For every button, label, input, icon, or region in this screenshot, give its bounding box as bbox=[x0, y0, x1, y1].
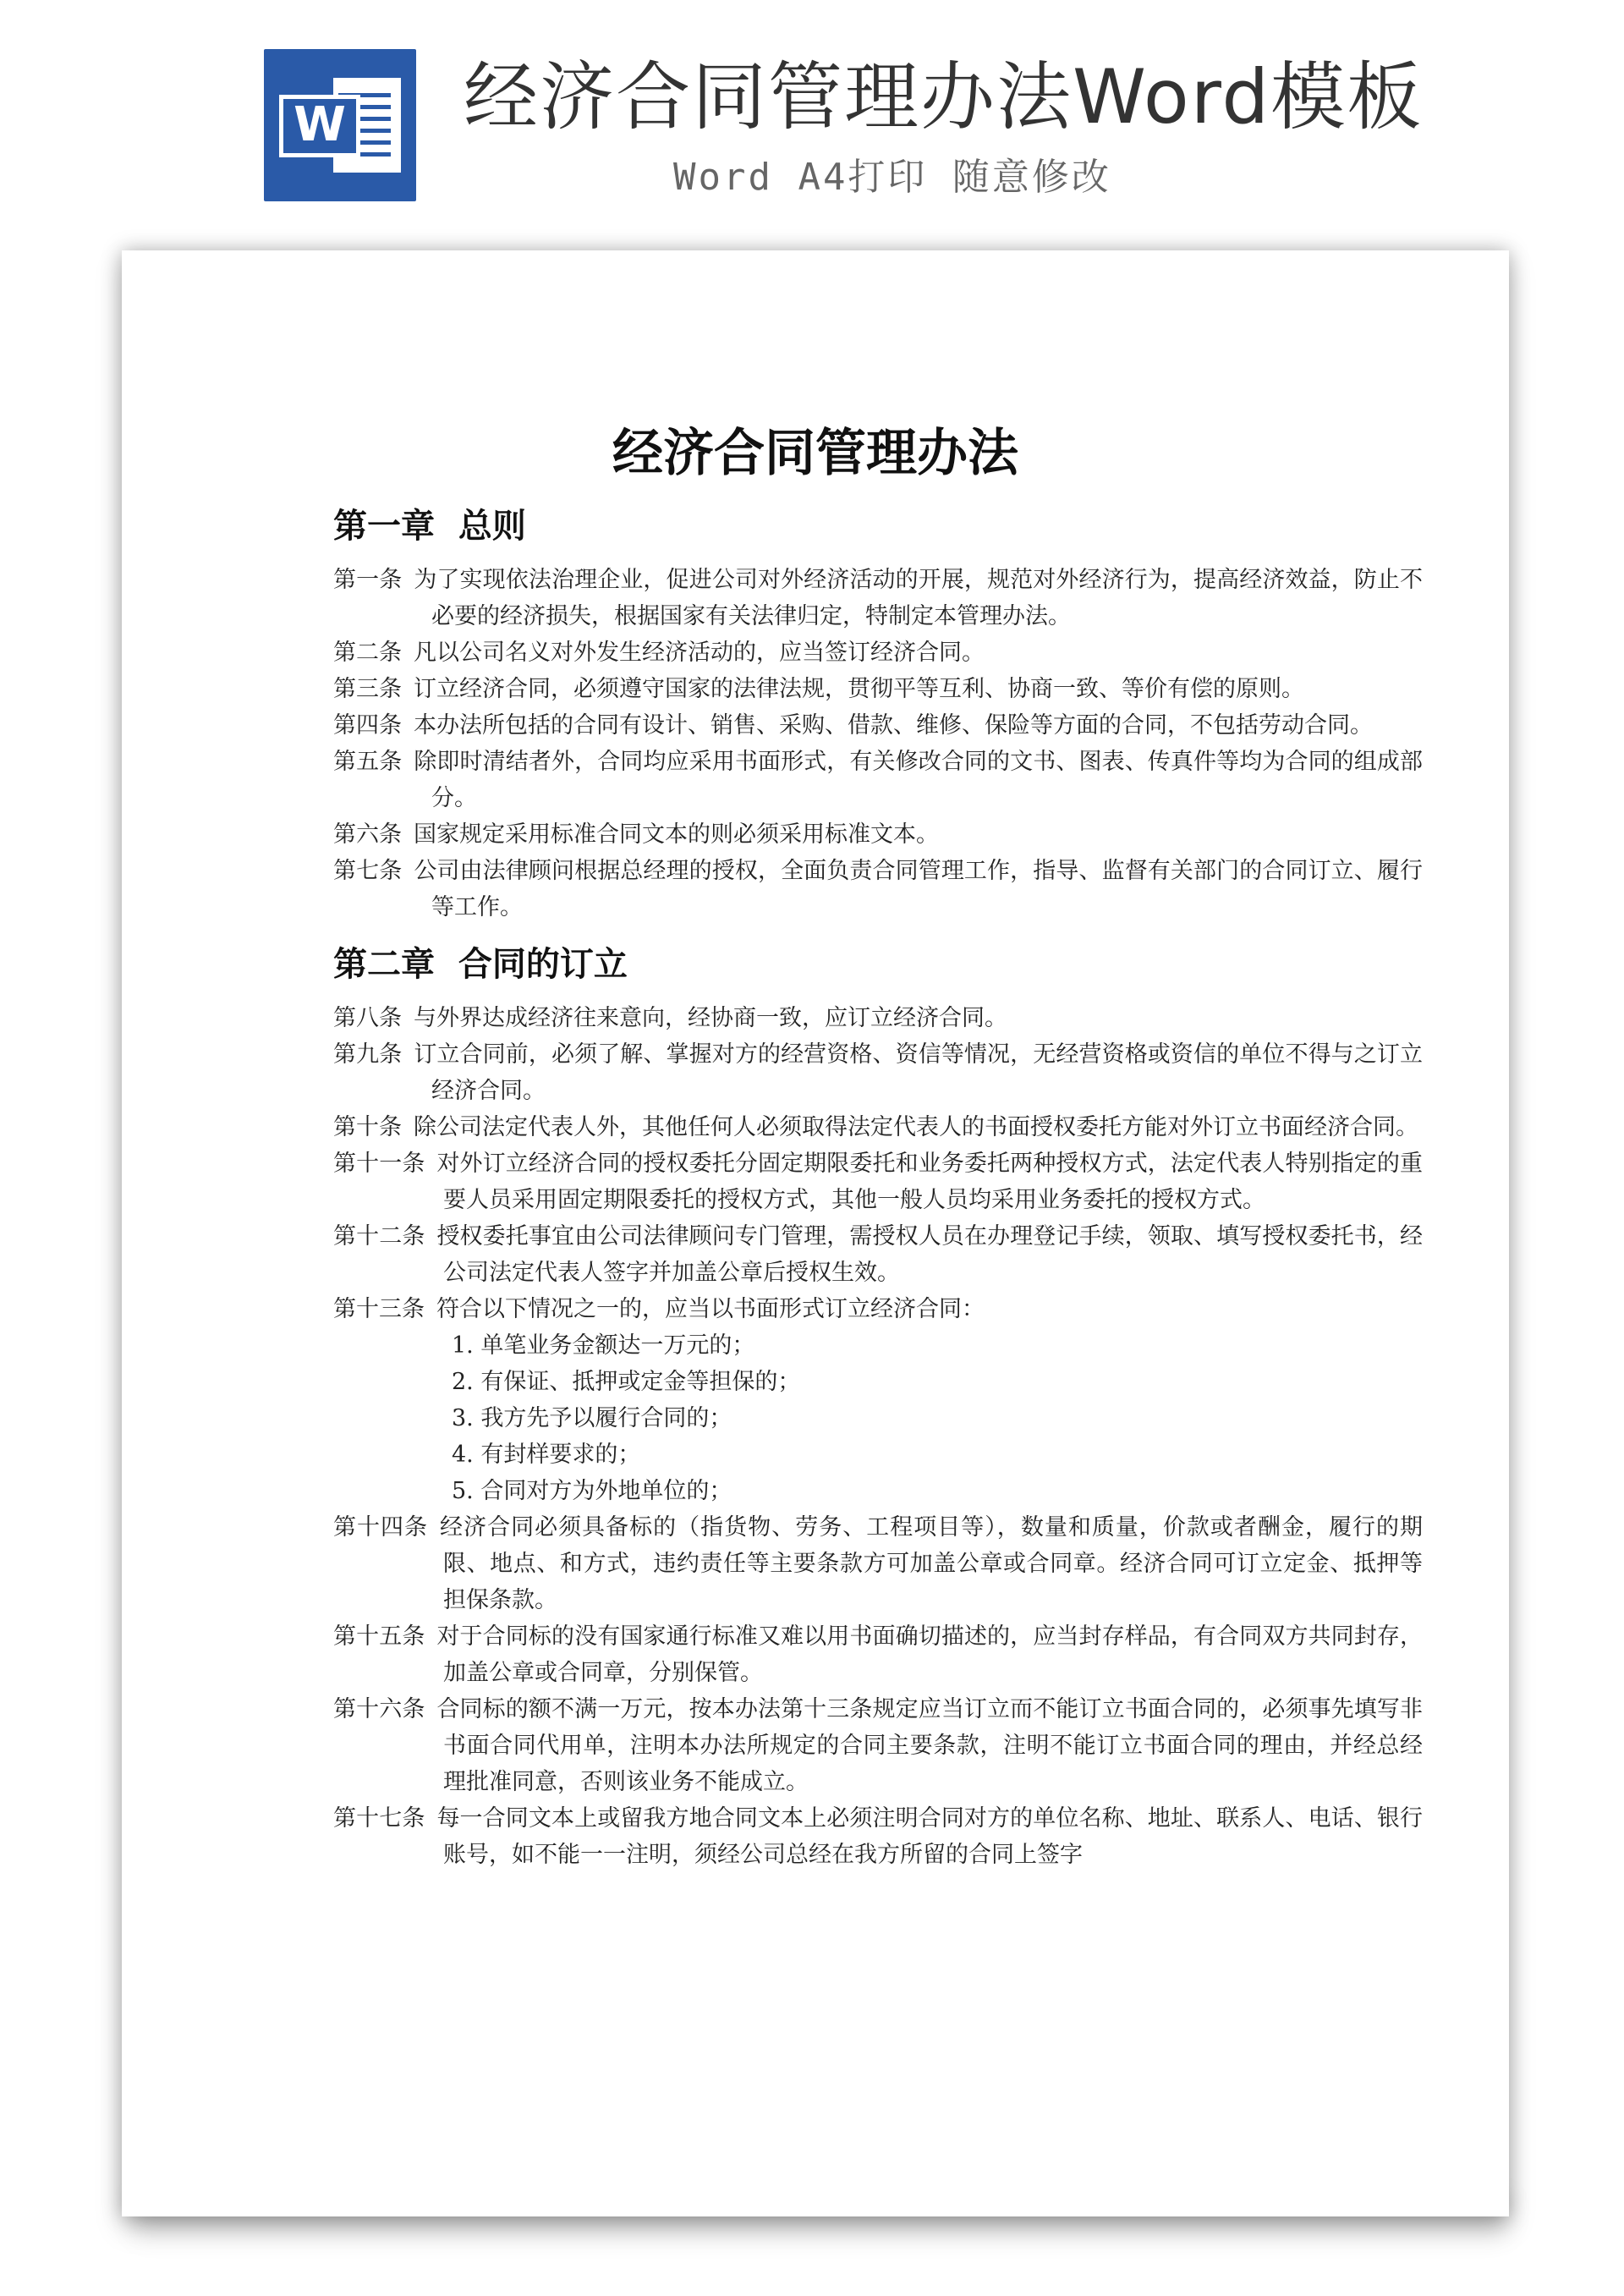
article-text: 订立经济合同，必须遵守国家的法律法规，贯彻平等互利、协商一致、等价有偿的原则。 bbox=[414, 676, 1304, 702]
article-number: 第十条 bbox=[333, 1114, 402, 1140]
document-body bbox=[333, 496, 1423, 1873]
article-text: 对外订立经济合同的授权委托分固定期限委托和业务委托两种授权方式，法定代表人特别指定的重要人员采用固定期限委托的授权方式，其他一般人员均采用业务委托的授权方式。 bbox=[436, 1151, 1424, 1213]
article-number: 第十三条 bbox=[333, 1296, 425, 1322]
article-text: 凡以公司名义对外发生经济活动的，应当签订经济合同。 bbox=[414, 640, 985, 666]
article-text: 授权委托事宜由公司法律顾问专门管理，需授权人员在办理登记手续，领取、填写授权委托书，经公司法定代表人签字并加盖公章后授权生效。 bbox=[436, 1223, 1424, 1286]
article-paragraph bbox=[333, 1109, 1423, 1145]
article-number: 第五条 bbox=[333, 749, 403, 775]
article-paragraph bbox=[333, 1691, 1423, 1800]
article-number: 第十七条 bbox=[333, 1805, 425, 1832]
article-text: 合同标的额不满一万元，按本办法第十三条规定应当订立而不能订立书面合同的，必须事先填写非书面合同代用单，注明本办法所规定的合同主要条款，注明不能订立书面合同的理由，并经总经理批准同意，否则该业务不能成立。 bbox=[436, 1696, 1424, 1795]
banner-subtitle: Word A4打印 随意修改 bbox=[673, 156, 1111, 199]
banner-title: 经济合同管理办法Word模板 bbox=[464, 53, 1424, 140]
list-item: 1. 单笔业务金额达一万元的； bbox=[452, 1332, 755, 1359]
chapter-heading: 第二章 合同的订立 bbox=[333, 945, 628, 984]
article-text: 除公司法定代表人外，其他任何人必须取得法定代表人的书面授权委托方能对外订立书面经济合同。 bbox=[414, 1114, 1418, 1140]
article-paragraph bbox=[333, 1509, 1423, 1618]
article-number: 第七条 bbox=[333, 858, 403, 884]
article-paragraph bbox=[333, 816, 1423, 853]
template-banner bbox=[0, 0, 1624, 220]
article-text: 为了实现依法治理企业，促进公司对外经济活动的开展，规范对外经济行为，提高经济效益，防止不必要的经济损失，根据国家有关法律归定，特制定本管理办法。 bbox=[414, 567, 1423, 629]
article-paragraph bbox=[333, 1800, 1423, 1873]
article-text: 除即时清结者外，合同均应采用书面形式，有关修改合同的文书、图表、传真件等均为合同的组成部分。 bbox=[414, 749, 1423, 811]
article-paragraph bbox=[333, 707, 1423, 744]
list-item: 5. 合同对方为外地单位的； bbox=[452, 1478, 732, 1504]
article-text: 对于合同标的没有国家通行标准又难以用书面确切描述的，应当封存样品，有合同双方共同封存，加盖公章或合同章，分别保管。 bbox=[436, 1623, 1424, 1686]
article-number: 第六条 bbox=[333, 821, 402, 848]
article-text: 与外界达成经济往来意向，经协商一致，应订立经济合同。 bbox=[414, 1005, 1007, 1031]
article-paragraph bbox=[333, 671, 1423, 707]
article-number: 第四条 bbox=[333, 712, 402, 739]
article-number: 第二条 bbox=[333, 640, 402, 666]
article-number: 第十五条 bbox=[333, 1623, 425, 1650]
article-number: 第十二条 bbox=[333, 1223, 425, 1250]
article-number: 第三条 bbox=[333, 676, 402, 702]
article-text: 订立合同前，必须了解、掌握对方的经营资格、资信等情况，无经营资格或资信的单位不得与之订立经济合同。 bbox=[414, 1041, 1423, 1104]
article-text: 经济合同必须具备标的（指货物、劳务、工程项目等），数量和质量，价款或者酬金，履行的期限、地点、和方式，违约责任等主要条款方可加盖公章或合同章。经济合同可订立定金、抵押等担保条款。 bbox=[440, 1514, 1424, 1613]
article-paragraph bbox=[333, 1291, 1423, 1327]
document-page bbox=[122, 250, 1509, 2216]
article-number: 第十一条 bbox=[333, 1151, 425, 1177]
article-paragraph bbox=[333, 1145, 1423, 1218]
chapter-heading: 第一章 总则 bbox=[333, 507, 526, 546]
article-text: 符合以下情况之一的，应当以书面形式订立经济合同： bbox=[436, 1296, 985, 1322]
article-number: 第十六条 bbox=[333, 1696, 425, 1722]
article-text: 本办法所包括的合同有设计、销售、采购、借款、维修、保险等方面的合同，不包括劳动合同。 bbox=[414, 712, 1373, 739]
list-item: 4. 有封样要求的； bbox=[452, 1442, 641, 1468]
article-paragraph bbox=[333, 853, 1423, 926]
article-paragraph bbox=[333, 634, 1423, 671]
article-text: 公司由法律顾问根据总经理的授权，全面负责合同管理工作，指导、监督有关部门的合同订立、履行等工作。 bbox=[414, 858, 1423, 920]
document-title: 经济合同管理办法 bbox=[612, 424, 1018, 483]
article-paragraph bbox=[333, 1618, 1423, 1691]
list-item: 3. 我方先予以履行合同的； bbox=[452, 1405, 732, 1431]
word-icon-letter: W bbox=[279, 95, 360, 157]
article-number: 第十四条 bbox=[333, 1514, 429, 1541]
article-paragraph bbox=[333, 1218, 1423, 1291]
article-number: 第八条 bbox=[333, 1005, 402, 1031]
word-app-icon bbox=[264, 49, 416, 201]
article-paragraph bbox=[333, 562, 1423, 634]
article-text: 每一合同文本上或留我方地合同文本上必须注明合同对方的单位名称、地址、联系人、电话、银行账号，如不能一一注明，须经公司总经在我方所留的合同上签字 bbox=[436, 1805, 1424, 1868]
list-item: 2. 有保证、抵押或定金等担保的； bbox=[452, 1369, 801, 1395]
article-text: 国家规定采用标准合同文本的则必须采用标准文本。 bbox=[414, 821, 939, 848]
article-paragraph bbox=[333, 1036, 1423, 1109]
article-number: 第一条 bbox=[333, 567, 403, 593]
article-paragraph bbox=[333, 1000, 1423, 1036]
article-number: 第九条 bbox=[333, 1041, 403, 1068]
numbered-list bbox=[333, 1327, 1423, 1509]
article-paragraph bbox=[333, 744, 1423, 816]
